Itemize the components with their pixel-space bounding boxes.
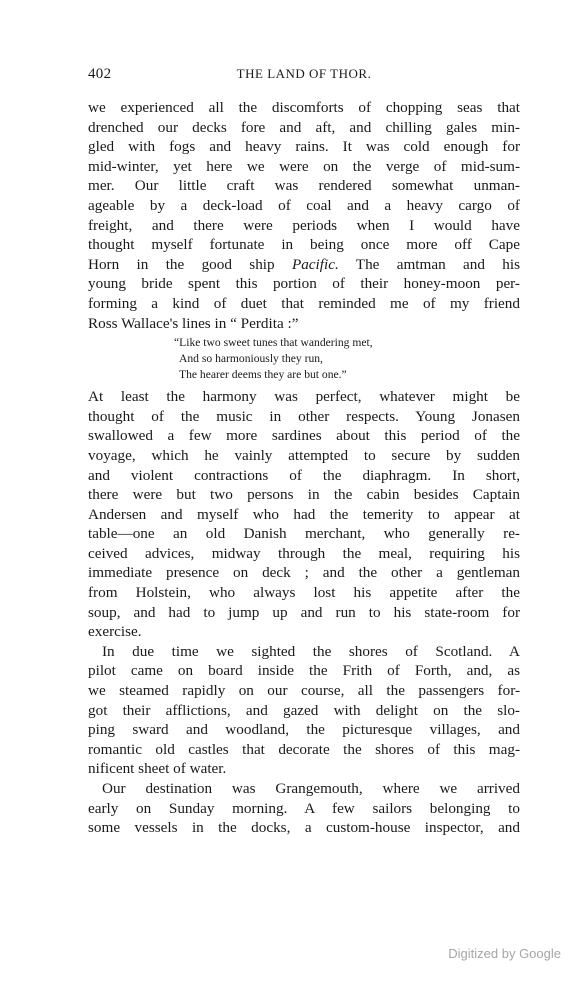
- book-page: [88, 62, 520, 838]
- text-line: early on Sunday morning. A few sailors belonging to: [88, 799, 520, 817]
- text-line: ping sward and woodland, the picturesque villages, and: [88, 721, 520, 739]
- text-line: table—one an old Danish merchant, who generally re-: [88, 525, 520, 543]
- text-line: At least the harmony was perfect, whatever might be: [88, 388, 520, 406]
- text-segment: The amtman and his: [338, 255, 520, 273]
- text-line: ageable by a deck-load of coal and a heavy cargo of: [88, 196, 520, 214]
- text-line: forming a kind of duet that reminded me of my friend: [88, 294, 520, 312]
- text-line: immediate presence on deck ; and the other a gentleman: [88, 564, 520, 582]
- text-line: exercise.: [88, 623, 142, 641]
- text-line: from Holstein, who always lost his appetite after the: [88, 584, 520, 602]
- text-line: thought myself fortunate in being once more off Cape: [88, 236, 520, 254]
- paragraph-3: [88, 642, 520, 779]
- text-line: some vessels in the docks, a custom-house inspector, and: [88, 819, 520, 837]
- text-line: mid-winter, yet here we were on the verge of mid-sum-: [88, 157, 520, 175]
- poem-quote: [174, 335, 520, 383]
- poem-line: “Like two sweet tunes that wandering met,: [174, 336, 373, 350]
- text-line: thought of the music in other respects. Young Jonasen: [88, 407, 520, 425]
- text-line: Our destination was Grangemouth, where we arrived: [102, 780, 520, 797]
- page-body: [88, 98, 520, 838]
- text-line: In due time we sighted the shores of Scotland. A: [102, 642, 520, 660]
- text-line: drenched our decks fore and aft, and chilling gales min-: [88, 118, 520, 136]
- text-line: gled with fogs and heavy rains. It was cold enough for: [88, 138, 520, 156]
- text-line: nificent sheet of water.: [88, 760, 227, 778]
- text-line: we experienced all the discomforts of chopping seas that: [88, 99, 520, 116]
- paragraph-2: [88, 387, 520, 642]
- page-number: 402: [88, 66, 112, 82]
- text-line: romantic old castles that decorate the shores of this mag-: [88, 740, 520, 758]
- poem-line: And so harmoniously they run,: [179, 352, 323, 366]
- text-line: there were but two persons in the cabin besides Captain: [88, 486, 520, 504]
- text-line: swallowed a few more sardines about this period of the: [88, 427, 520, 445]
- text-line: freight, and there were periods when I would have: [88, 216, 520, 234]
- text-line: mer. Our little craft was rendered somewhat unman-: [88, 177, 520, 195]
- text-line: and violent contractions of the diaphragm. In short,: [88, 466, 520, 484]
- text-segment: Horn in the good ship: [88, 255, 292, 273]
- poem-line: The hearer deems they are but one.”: [179, 368, 347, 382]
- ship-name: Pacific.: [291, 255, 339, 273]
- digitized-by-google-watermark: Digitized by Google: [448, 946, 561, 961]
- text-line: pilot came on board inside the Frith of Forth, and, as: [88, 662, 520, 680]
- text-line: voyage, which he vainly attempted to secure by sudden: [88, 446, 520, 464]
- text-line: ceived advices, midway through the meal, requiring his: [88, 544, 520, 562]
- text-line: Ross Wallace's lines in “ Perdita :”: [88, 314, 299, 332]
- text-line: Andersen and myself who had the temerity to appear at: [88, 505, 520, 523]
- running-title: THE LAND OF THOR.: [236, 66, 372, 81]
- text-line: soup, and had to jump up and run to his state-room for: [88, 603, 520, 621]
- text-line: we steamed rapidly on our course, all the passengers for-: [88, 682, 520, 700]
- paragraph-4: [88, 779, 520, 838]
- text-line: got their afflictions, and gazed with delight on the slo-: [88, 701, 520, 719]
- paragraph-1: [88, 98, 520, 333]
- text-line-with-ship-name: [88, 255, 520, 275]
- text-line: young bride spent this portion of their honey-moon per-: [88, 275, 520, 293]
- page-header: [88, 62, 520, 84]
